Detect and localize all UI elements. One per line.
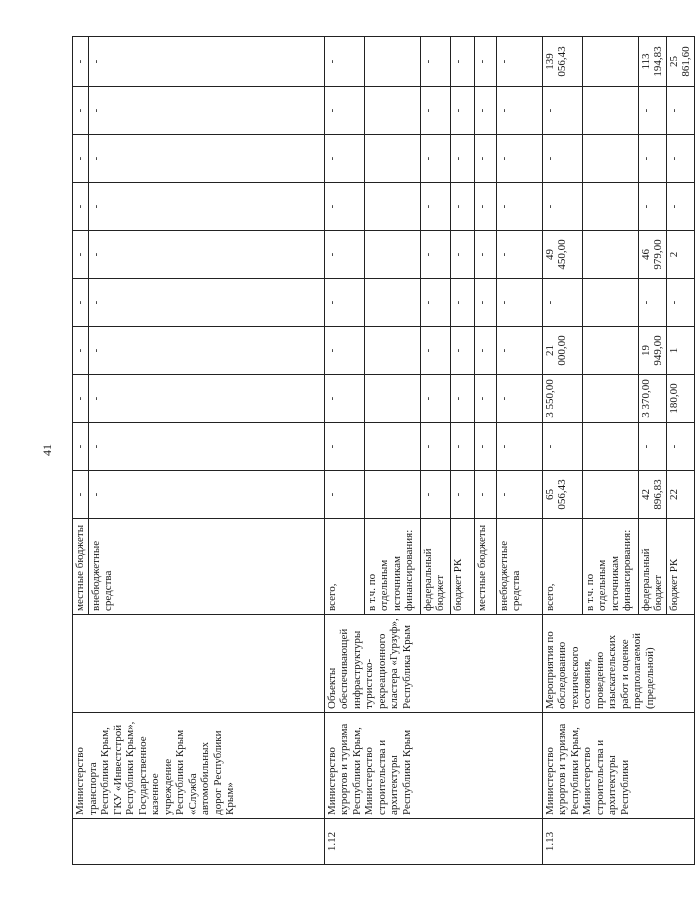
amount-cell: - [474,183,496,231]
amount-cell: - [420,135,450,183]
amount-cell: - [638,279,666,327]
amount-cell: 21 000,00 [542,327,582,375]
amount-cell: - [638,135,666,183]
amount-cell: 46 979,00 [638,231,666,279]
amount-cell: - [73,375,89,423]
amount-cell: - [73,37,89,87]
amount-cell: - [474,327,496,375]
amount-cell: - [542,423,582,471]
amount-cell: - [88,471,324,519]
funding-source: в т.ч. по отдельным источникам финансирования: [364,519,420,615]
table-row [73,37,89,865]
amount-cell: 25 861,60 [666,37,694,87]
amount-cell: - [638,423,666,471]
amount-cell: - [638,87,666,135]
amount-cell: 3 550,00 [542,375,582,423]
row-number: 1.12 [324,819,542,865]
amount-cell [582,231,638,279]
funding-source: бюджет РК [450,519,474,615]
amount-cell: - [73,135,89,183]
responsible-executor: Министерство курортов и туризма Республики Крым, Министерство строительства и архитектуры Республики [542,713,694,819]
funding-source: федеральный бюджет [420,519,450,615]
funding-source: федеральный бюджет [638,519,666,615]
amount-cell [364,37,420,87]
amount-cell: - [474,423,496,471]
table-row [542,37,582,865]
amount-cell: - [542,279,582,327]
amount-cell: - [73,87,89,135]
rotated-table-container [72,37,692,865]
amount-cell: 139 056,43 [542,37,582,87]
amount-cell: - [450,423,474,471]
amount-cell [582,375,638,423]
amount-cell: - [73,231,89,279]
amount-cell: - [474,135,496,183]
amount-cell: - [666,423,694,471]
amount-cell: 180,00 [666,375,694,423]
amount-cell: - [450,87,474,135]
amount-cell [364,183,420,231]
amount-cell: - [496,327,542,375]
row-number: 1.13 [542,819,694,865]
amount-cell: - [474,375,496,423]
amount-cell: - [638,183,666,231]
amount-cell: - [542,183,582,231]
amount-cell: - [324,183,364,231]
amount-cell: - [496,375,542,423]
amount-cell: - [324,135,364,183]
amount-cell: - [88,423,324,471]
page-number: 41 [40,444,54,456]
amount-cell: - [420,423,450,471]
amount-cell: - [88,183,324,231]
amount-cell: - [324,375,364,423]
funding-source: всего, [542,519,582,615]
amount-cell [364,231,420,279]
row-number [73,819,325,865]
amount-cell: - [450,279,474,327]
amount-cell: - [420,375,450,423]
amount-cell [364,279,420,327]
amount-cell: - [88,37,324,87]
amount-cell [364,375,420,423]
amount-cell: - [496,423,542,471]
amount-cell: - [324,37,364,87]
amount-cell: - [420,279,450,327]
amount-cell [582,279,638,327]
amount-cell [582,471,638,519]
amount-cell: 19 949,00 [638,327,666,375]
amount-cell: 113 194,83 [638,37,666,87]
amount-cell: - [474,231,496,279]
amount-cell: 42 896,83 [638,471,666,519]
amount-cell: 22 [666,471,694,519]
amount-cell: - [73,279,89,327]
object-name [73,615,325,713]
funding-source: внебюджетные средства [496,519,542,615]
amount-cell [582,423,638,471]
amount-cell [364,471,420,519]
amount-cell: 49 450,00 [542,231,582,279]
amount-cell: - [496,87,542,135]
amount-cell: - [666,279,694,327]
amount-cell: - [88,87,324,135]
amount-cell: - [496,471,542,519]
amount-cell: 2 [666,231,694,279]
amount-cell [364,327,420,375]
amount-cell: - [450,375,474,423]
funding-source: всего, [324,519,364,615]
amount-cell: - [666,135,694,183]
amount-cell: - [474,279,496,327]
table-body [73,37,695,865]
amount-cell: - [324,279,364,327]
amount-cell: - [420,87,450,135]
funding-source: местные бюджеты [73,519,89,615]
budget-table [72,36,695,865]
object-name: Объекты обеспечивающей инфраструктуры туристско-рекреационного кластера «Гурзуф», Республика Крым [324,615,542,713]
amount-cell: - [496,135,542,183]
funding-source: местные бюджеты [474,519,496,615]
amount-cell [364,135,420,183]
amount-cell: - [88,135,324,183]
amount-cell [582,183,638,231]
funding-source: в т.ч. по отдельным источникам финансирования: [582,519,638,615]
amount-cell: - [496,231,542,279]
amount-cell [582,135,638,183]
amount-cell [582,87,638,135]
amount-cell: - [73,423,89,471]
amount-cell: - [420,183,450,231]
amount-cell: - [450,231,474,279]
amount-cell: - [420,327,450,375]
responsible-executor: Министерство транспорта Республики Крым, ГКУ «Инвестстрой Республики Крым», Государственное казенное учреждение Республики Крым «Служба автомобильных дорог Республики Крым» [73,713,325,819]
amount-cell: - [450,183,474,231]
amount-cell: 65 056,43 [542,471,582,519]
amount-cell [582,37,638,87]
amount-cell: - [324,327,364,375]
amount-cell: - [474,471,496,519]
amount-cell: - [450,135,474,183]
table-row [324,37,364,865]
amount-cell [582,327,638,375]
amount-cell [364,87,420,135]
amount-cell: - [88,375,324,423]
object-name: Мероприятия по обследованию технического состояния, проведению изыскательских работ и оценке предполагаемой (предельной) [542,615,694,713]
amount-cell: - [450,327,474,375]
amount-cell: - [496,37,542,87]
amount-cell: - [324,423,364,471]
amount-cell: - [88,279,324,327]
amount-cell: - [666,183,694,231]
amount-cell: - [496,183,542,231]
amount-cell: - [666,87,694,135]
amount-cell: - [450,37,474,87]
amount-cell: - [420,231,450,279]
amount-cell: - [420,37,450,87]
amount-cell: - [496,279,542,327]
amount-cell: - [420,471,450,519]
amount-cell: - [324,87,364,135]
amount-cell: - [73,471,89,519]
funding-source: внебюджетные средства [88,519,324,615]
amount-cell: - [474,37,496,87]
amount-cell: - [474,87,496,135]
amount-cell [364,423,420,471]
responsible-executor: Министерство курортов и туризма Республики Крым, Министерство строительства и архитектуры Республики Крым [324,713,542,819]
amount-cell: - [88,327,324,375]
amount-cell: - [542,135,582,183]
amount-cell: - [450,471,474,519]
amount-cell: - [73,327,89,375]
amount-cell: - [88,231,324,279]
amount-cell: - [324,471,364,519]
amount-cell: - [542,87,582,135]
amount-cell: 3 370,00 [638,375,666,423]
amount-cell: 1 [666,327,694,375]
funding-source: бюджет РК [666,519,694,615]
amount-cell: - [324,231,364,279]
amount-cell: - [73,183,89,231]
